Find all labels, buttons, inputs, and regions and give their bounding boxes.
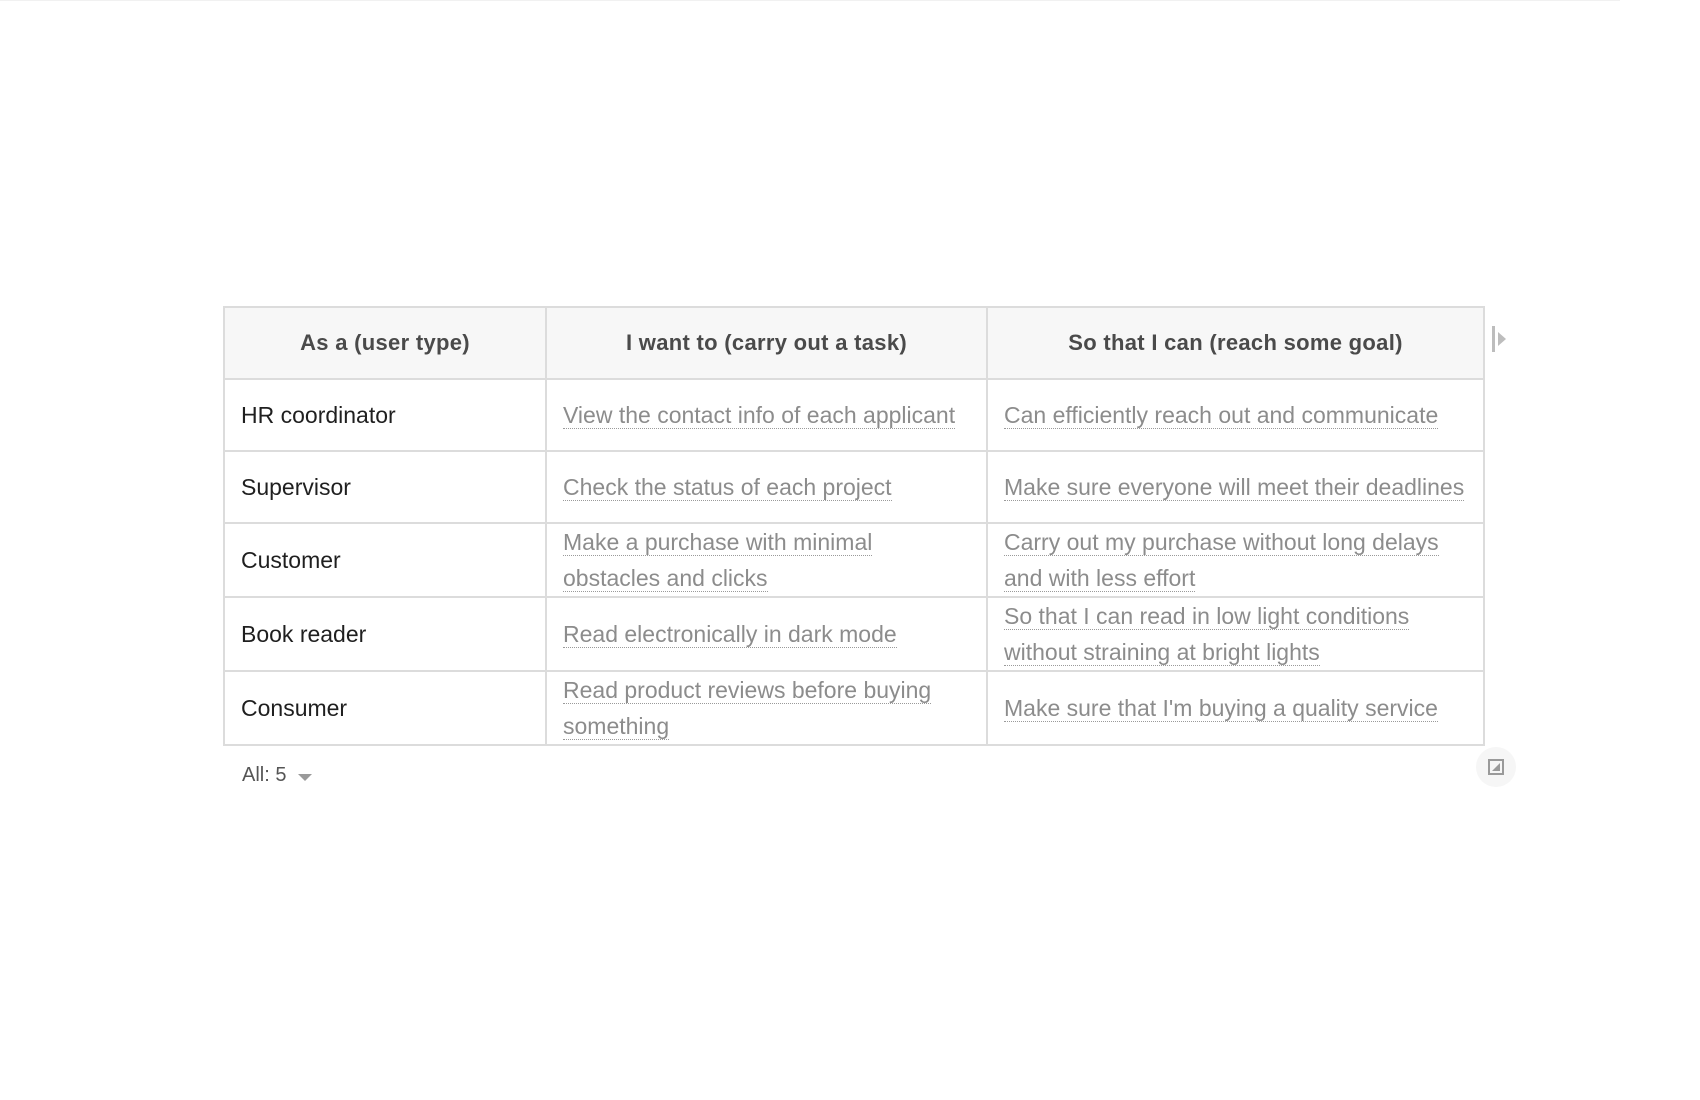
column-header-goal[interactable]: So that I can (reach some goal) bbox=[987, 307, 1484, 379]
row-count-filter[interactable] bbox=[242, 764, 312, 787]
handle-bar bbox=[1492, 326, 1495, 352]
table-row bbox=[224, 523, 1484, 597]
user-stories-table bbox=[223, 306, 1485, 746]
chevron-down-icon[interactable] bbox=[298, 774, 312, 781]
table-header-row bbox=[224, 307, 1484, 379]
goal-cell[interactable] bbox=[987, 451, 1484, 523]
goal-link[interactable]: Make sure that I'm buying a quality service bbox=[1004, 695, 1438, 721]
column-add-handle-icon[interactable] bbox=[1492, 326, 1512, 352]
task-cell[interactable] bbox=[546, 597, 987, 671]
task-cell[interactable] bbox=[546, 523, 987, 597]
task-link[interactable]: Check the status of each project bbox=[563, 474, 892, 500]
goal-link[interactable]: Carry out my purchase without long delays and with less effort bbox=[1004, 529, 1439, 591]
task-link[interactable]: Read electronically in dark mode bbox=[563, 621, 897, 647]
user-type-cell[interactable]: Consumer bbox=[224, 671, 546, 745]
table-row bbox=[224, 597, 1484, 671]
task-link[interactable]: Make a purchase with minimal obstacles and clicks bbox=[563, 529, 873, 591]
goal-link[interactable]: Can efficiently reach out and communicate bbox=[1004, 402, 1439, 428]
top-divider bbox=[0, 0, 1620, 1]
task-cell[interactable] bbox=[546, 451, 987, 523]
user-type-cell[interactable]: Book reader bbox=[224, 597, 546, 671]
row-count-label: All: 5 bbox=[242, 764, 287, 786]
task-link[interactable]: View the contact info of each applicant bbox=[563, 402, 956, 428]
user-stories-table-container bbox=[223, 306, 1487, 746]
user-type-cell[interactable]: Customer bbox=[224, 523, 546, 597]
user-type-cell[interactable]: Supervisor bbox=[224, 451, 546, 523]
task-cell[interactable] bbox=[546, 671, 987, 745]
user-type-cell[interactable]: HR coordinator bbox=[224, 379, 546, 451]
expand-icon bbox=[1487, 758, 1505, 776]
expand-button[interactable] bbox=[1476, 747, 1516, 787]
task-link[interactable]: Read product reviews before buying something bbox=[563, 677, 932, 739]
handle-arrow bbox=[1498, 332, 1506, 346]
goal-cell[interactable] bbox=[987, 671, 1484, 745]
column-header-user-type[interactable]: As a (user type) bbox=[224, 307, 546, 379]
goal-cell[interactable] bbox=[987, 523, 1484, 597]
goal-cell[interactable] bbox=[987, 379, 1484, 451]
goal-link[interactable]: Make sure everyone will meet their deadlines bbox=[1004, 474, 1465, 500]
task-cell[interactable] bbox=[546, 379, 987, 451]
table-row bbox=[224, 671, 1484, 745]
column-header-task[interactable]: I want to (carry out a task) bbox=[546, 307, 987, 379]
goal-link[interactable]: So that I can read in low light conditions without straining at bright lights bbox=[1004, 603, 1410, 665]
goal-cell[interactable] bbox=[987, 597, 1484, 671]
table-row bbox=[224, 379, 1484, 451]
table-row bbox=[224, 451, 1484, 523]
